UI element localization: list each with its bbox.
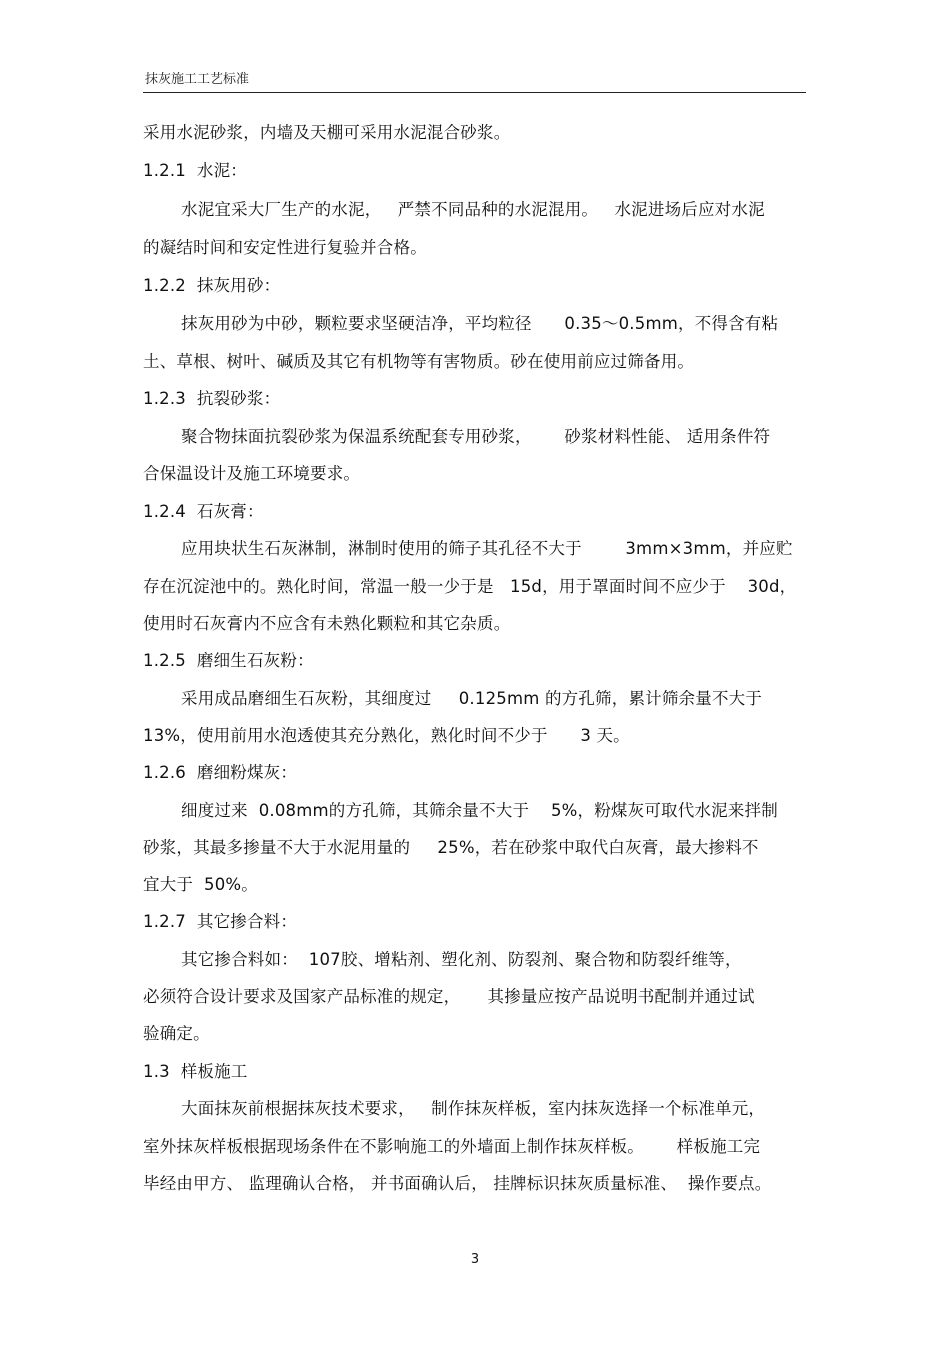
paragraph-line: 毕经由甲方、 监理确认合格， 并书面确认后， 挂牌标识抹灰质量标准、 操作要点。 xyxy=(143,1174,772,1193)
paragraph-line: 13%，使用前用水泡透使其充分熟化，熟化时间不少于 3 天。 xyxy=(143,726,630,745)
paragraph-line: 验确定。 xyxy=(143,1024,210,1043)
paragraph-line: 其它掺合料如： 107胶、增粘剂、塑化剂、防裂剂、聚合物和防裂纤维等， xyxy=(181,950,742,969)
section-heading-1-2-1: 1.2.1 水泥： xyxy=(143,161,247,180)
section-heading-1-2-2: 1.2.2 抹灰用砂： xyxy=(143,276,281,295)
paragraph-line: 的凝结时间和安定性进行复验并合格。 xyxy=(143,238,427,257)
section-heading-1-2-5: 1.2.5 磨细生石灰粉： xyxy=(143,651,314,670)
paragraph-line: 室外抹灰样板根据现场条件在不影响施工的外墙面上制作抹灰样板。 样板施工完 xyxy=(143,1137,761,1156)
paragraph-line: 采用水泥砂浆，内墙及天棚可采用水泥混合砂浆。 xyxy=(143,123,511,142)
paragraph-line: 土、草根、树叶、碱质及其它有机物等有害物质。砂在使用前应过筛备用。 xyxy=(143,352,695,371)
section-heading-1-2-7: 1.2.7 其它掺合料： xyxy=(143,912,298,931)
page-number: 3 xyxy=(470,1252,480,1267)
paragraph-line: 宜大于 50%。 xyxy=(143,875,258,894)
paragraph-line: 使用时石灰膏内不应含有未熟化颗粒和其它杂质。 xyxy=(143,614,511,633)
paragraph-line: 存在沉淀池中的。熟化时间，常温一般一少于是 15d，用于罩面时间不应少于 30d， xyxy=(143,577,797,596)
section-heading-1-2-4: 1.2.4 石灰膏： xyxy=(143,502,264,521)
paragraph-line: 抹灰用砂为中砂，颗粒要求坚硬洁净，平均粒径 0.35～0.5mm，不得含有粘 xyxy=(181,314,779,333)
paragraph-line: 细度过来 0.08mm的方孔筛，其筛余量不大于 5%，粉煤灰可取代水泥来拌制 xyxy=(181,801,778,820)
paragraph-line: 砂浆，其最多掺量不大于水泥用量的 25%，若在砂浆中取代白灰膏，最大掺料不 xyxy=(143,838,759,857)
page-header xyxy=(143,66,806,93)
paragraph-line: 采用成品磨细生石灰粉，其细度过 0.125mm 的方孔筛，累计筛余量不大于 xyxy=(181,689,763,708)
section-heading-1-3: 1.3 样板施工 xyxy=(143,1062,248,1081)
section-heading-1-2-6: 1.2.6 磨细粉煤灰： xyxy=(143,763,298,782)
paragraph-line: 聚合物抹面抗裂砂浆为保温系统配套专用砂浆， 砂浆材料性能、 适用条件符 xyxy=(181,427,771,446)
header-title: 抹灰施工工艺标准 xyxy=(145,72,250,87)
paragraph-line: 合保温设计及施工环境要求。 xyxy=(143,464,361,483)
paragraph-line: 应用块状生石灰淋制，淋制时使用的筛子其孔径不大于 3mm×3mm，并应贮 xyxy=(181,539,793,558)
paragraph-line: 水泥宜采大厂生产的水泥， 严禁不同品种的水泥混用。 水泥进场后应对水泥 xyxy=(181,200,765,219)
paragraph-line: 必须符合设计要求及国家产品标准的规定， 其掺量应按产品说明书配制并通过试 xyxy=(143,987,755,1006)
section-heading-1-2-3: 1.2.3 抗裂砂浆： xyxy=(143,389,281,408)
paragraph-line: 大面抹灰前根据抹灰技术要求， 制作抹灰样板，室内抹灰选择一个标准单元， xyxy=(181,1099,766,1118)
